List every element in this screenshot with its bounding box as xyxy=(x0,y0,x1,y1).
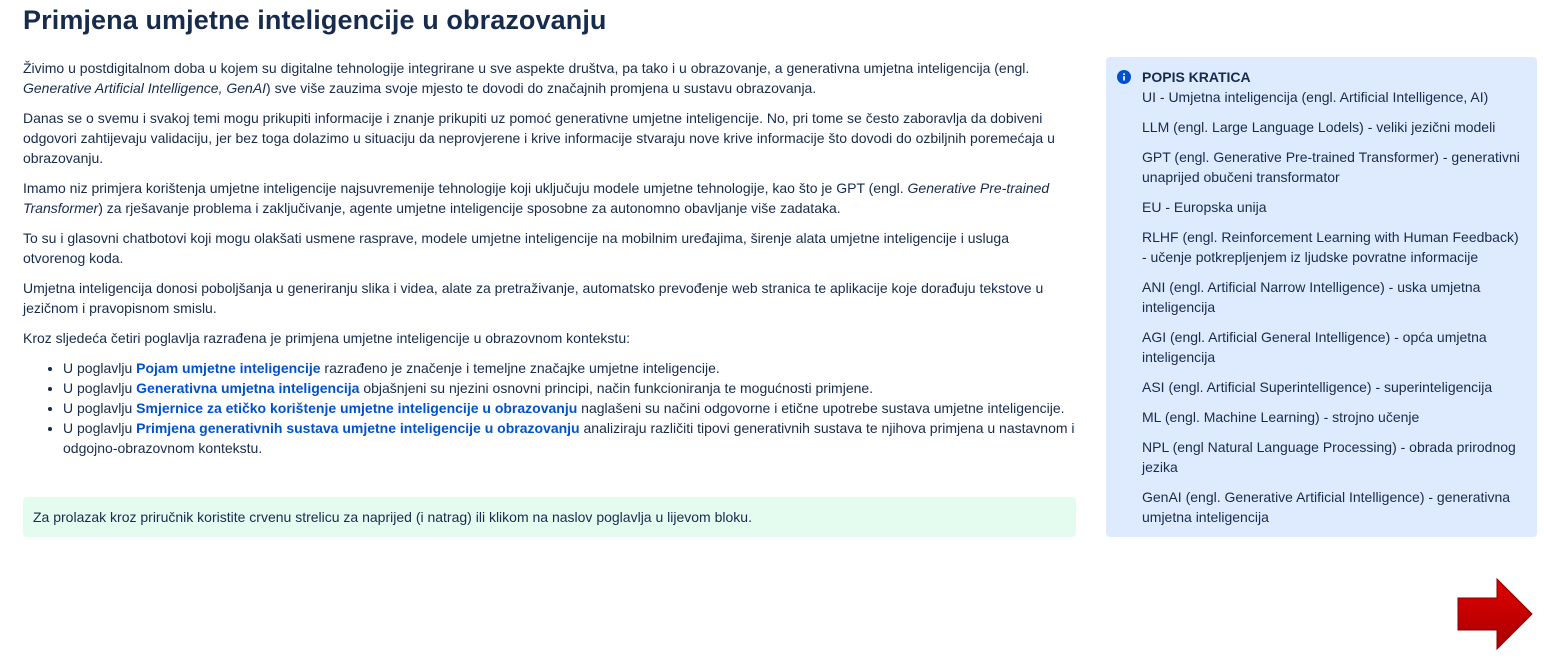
navigation-note: Za prolazak kroz priručnik koristite crvenu strelicu za naprijed (i natrag) ili klikom na naslov poglavlja u lijevom bloku. xyxy=(23,497,1076,537)
next-arrow-icon[interactable] xyxy=(1457,578,1533,650)
intro-paragraph-2: Danas se o svemu i svakoj temi mogu prikupiti informacije i znanje prikupiti uz pomoć generativne umjetne inteligencije. No, pri tome se često zaboravlja da dobiveni odgovori zahtijevaju validaciju, jer bez toga dolazimo u situaciju da neprovjerene i krive informacije stvaraju nove krive informacije što dovodi do ozbiljnih poremećaja u obrazovanju. xyxy=(23,110,1055,166)
chapter-list-item: • U poglavlju Pojam umjetne inteligencije razrađeno je značenje i temeljne značajke umjetne inteligencije. xyxy=(63,358,1075,378)
abbreviation-item: ML (engl. Machine Learning) - strojno učenje xyxy=(1142,409,1420,425)
abbreviation-item: NPL (engl Natural Language Processing) - obrada prirodnog jezika xyxy=(1142,439,1516,475)
chapter-list xyxy=(23,358,1075,458)
intro-paragraph-3: Imamo niz primjera korištenja umjetne inteligencije najsuvremenije tehnologije koji uključuju modele umjetne tehnologije, kao što je GPT (engl. Generative Pre-trained Transformer) za rješavanje problema i zaključivanje, agente umjetne inteligencije sposobne za autonomno obavljanje više zadataka. xyxy=(23,180,1050,216)
abbreviation-item: LLM (engl. Large Language Lodels) - veliki jezični modeli xyxy=(1142,119,1496,135)
intro-paragraph-6: Kroz sljedeća četiri poglavlja razrađena je primjena umjetne inteligencije u obrazovnom kontekstu: xyxy=(23,330,630,346)
abbreviation-item: RLHF (engl. Reinforcement Learning with Human Feedback) - učenje potkrepljenjem iz ljudske povratne informacije xyxy=(1142,229,1519,265)
chapter-list-item: • U poglavlju Smjernice za etičko korištenje umjetne inteligencije u obrazovanju naglašeni su načini odgovorne i etične upotrebe sustava umjetne inteligencije. xyxy=(63,398,1075,418)
abbreviation-item: ASI (engl. Artificial Superintelligence) - superinteligencija xyxy=(1142,379,1493,395)
chapter-link-primjena[interactable]: Primjena generativnih sustava umjetne inteligencije u obrazovanju xyxy=(136,420,580,436)
intro-paragraph-4: To su i glasovni chatbotovi koji mogu olakšati usmene rasprave, modele umjetne inteligencije na mobilnim uređajima, širenje alata umjetne inteligencije i usluga otvorenog koda. xyxy=(23,230,1009,266)
chapter-link-pojam[interactable]: Pojam umjetne inteligencije xyxy=(136,360,321,376)
abbreviation-item: UI - Umjetna inteligencija (engl. Artificial Intelligence, AI) xyxy=(1142,89,1489,105)
info-icon xyxy=(1117,70,1131,84)
page-title: Primjena umjetne inteligencije u obrazovanju xyxy=(23,5,607,35)
abbreviation-item: GenAI (engl. Generative Artificial Intelligence) - generativna umjetna inteligencija xyxy=(1142,489,1511,525)
abbreviation-item: EU - Europska unija xyxy=(1142,199,1267,215)
abbreviations-panel xyxy=(1106,57,1537,537)
abbreviation-item: GPT (engl. Generative Pre-trained Transformer) - generativni unaprijed obučeni transformator xyxy=(1142,149,1520,185)
intro-paragraph-1: Živimo u postdigitalnom doba u kojem su digitalne tehnologije integrirane u sve aspekte društva, pa tako i u obrazovanje, a generativna umjetna inteligencija (engl. Generative Artificial Intelligence, GenAI) sve više zauzima svoje mjesto te dovodi do značajnih promjena u sustavu obrazovanja. xyxy=(23,60,1030,96)
abbreviation-item: ANI (engl. Artificial Narrow Intelligence) - uska umjetna inteligencija xyxy=(1142,279,1481,315)
main-content xyxy=(23,58,1075,458)
chapter-link-smjernice[interactable]: Smjernice za etičko korištenje umjetne inteligencije u obrazovanju xyxy=(136,400,578,416)
abbreviation-item: AGI (engl. Artificial General Intelligence) - opća umjetna inteligencija xyxy=(1142,329,1487,365)
chapter-list-item: • U poglavlju Generativna umjetna inteligencija objašnjeni su njezini osnovni principi, način funkcioniranja te mogućnosti primjene. xyxy=(63,378,1075,398)
intro-paragraph-5: Umjetna inteligencija donosi poboljšanja u generiranju slika i videa, alate za pretraživanje, automatsko prevođenje web stranica te aplikacije koje dorađuju tekstove u jezičnom i pravopisnom smislu. xyxy=(23,280,1044,316)
abbreviations-heading: POPIS KRATICA xyxy=(1142,69,1251,85)
chapter-list-item: • U poglavlju Primjena generativnih sustava umjetne inteligencije u obrazovanju analiziraju različiti tipovi generativnih sustava te njihova primjena u nastavnom i odgojno-obrazovnom kontekstu. xyxy=(63,418,1075,458)
chapter-link-generativna[interactable]: Generativna umjetna inteligencija xyxy=(136,380,360,396)
